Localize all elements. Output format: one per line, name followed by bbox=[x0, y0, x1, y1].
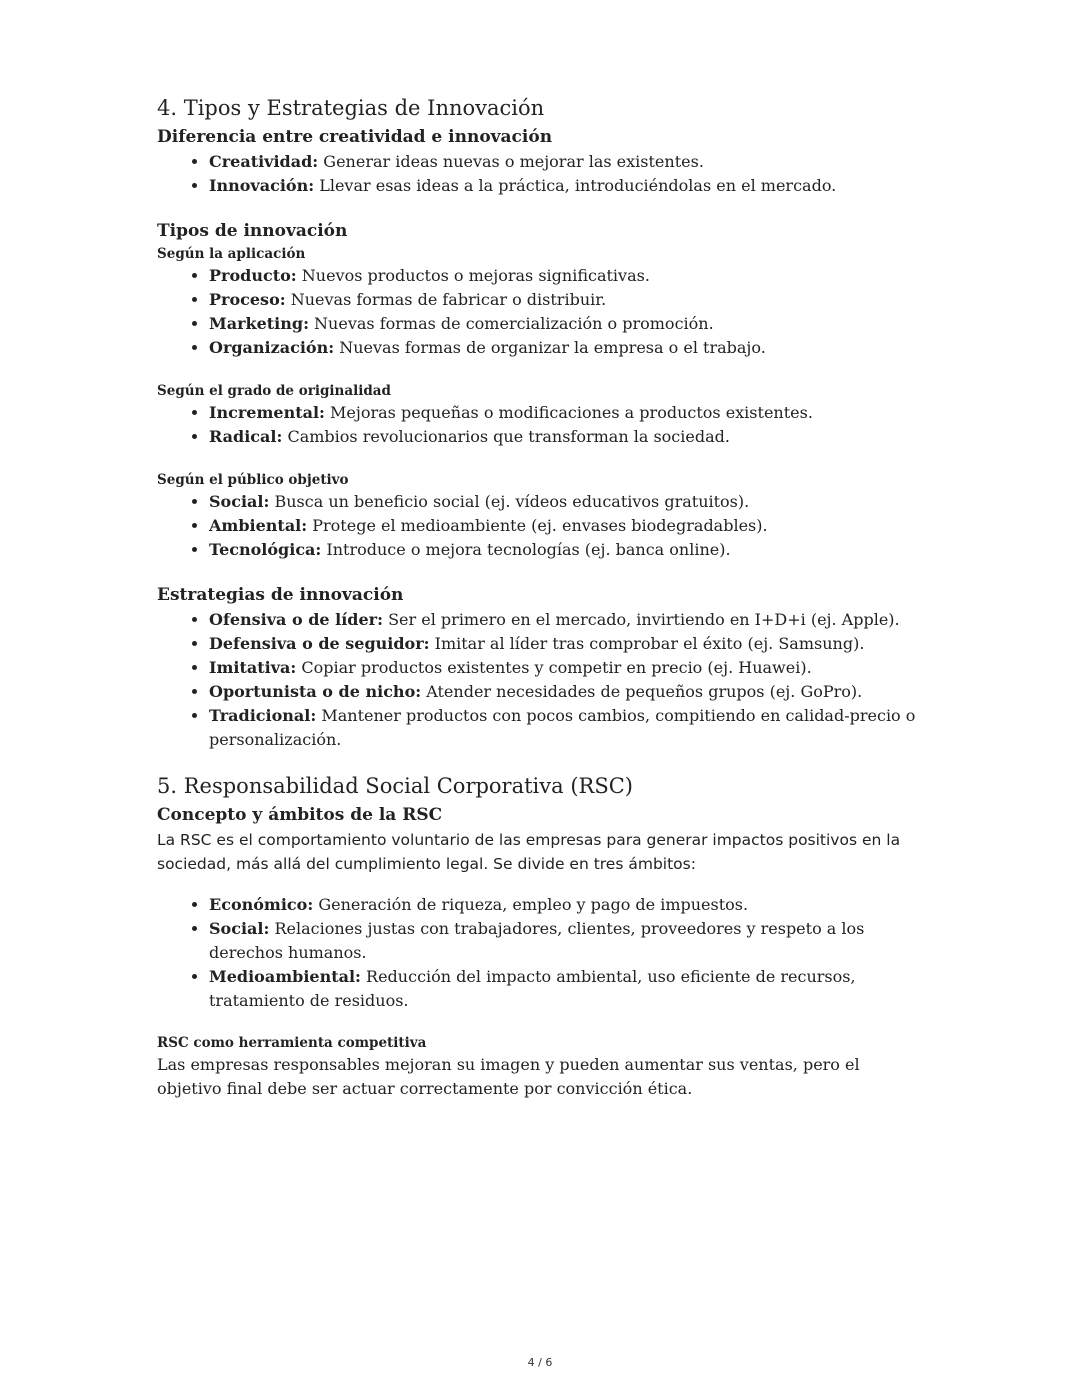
list-item bbox=[209, 336, 927, 360]
aplicacion-heading: Según la aplicación bbox=[157, 246, 306, 262]
list-text: Imitar al líder tras comprobar el éxito (ej. Samsung). bbox=[429, 634, 865, 653]
list-term: Tecnológica: bbox=[209, 540, 322, 559]
list-item bbox=[209, 608, 927, 632]
list-text: Mantener productos con pocos cambios, compitiendo en calidad-precio o personalización. bbox=[209, 706, 916, 749]
list-term: Producto: bbox=[209, 266, 297, 285]
list-item bbox=[209, 538, 927, 562]
list-term: Ambiental: bbox=[209, 516, 308, 535]
list-text: Copiar productos existentes y competir en precio (ej. Huawei). bbox=[296, 658, 812, 677]
list-text: Generar ideas nuevas o mejorar las existentes. bbox=[318, 152, 704, 171]
list-text: Ser el primero en el mercado, invirtiendo en I+D+i (ej. Apple). bbox=[383, 610, 900, 629]
list-text: Busca un beneficio social (ej. vídeos educativos gratuitos). bbox=[269, 492, 750, 511]
list-item bbox=[209, 704, 927, 752]
list-item bbox=[209, 680, 927, 704]
list-item bbox=[209, 917, 927, 965]
list-term: Creatividad: bbox=[209, 152, 319, 171]
diff-list bbox=[157, 150, 927, 198]
section-4-title: 4. Tipos y Estrategias de Innovación bbox=[157, 96, 545, 120]
list-text: Protege el medioambiente (ej. envases biodegradables). bbox=[307, 516, 768, 535]
list-text: Llevar esas ideas a la práctica, introduciéndolas en el mercado. bbox=[314, 176, 837, 195]
list-term: Incremental: bbox=[209, 403, 325, 422]
aplicacion-list bbox=[157, 264, 927, 360]
competitiva-heading: RSC como herramienta competitiva bbox=[157, 1035, 427, 1051]
section-5-title: 5. Responsabilidad Social Corporativa (RSC) bbox=[157, 774, 633, 798]
list-text: Nuevas formas de comercialización o promoción. bbox=[308, 314, 714, 333]
estrategias-heading: Estrategias de innovación bbox=[157, 585, 404, 605]
list-term: Ofensiva o de líder: bbox=[209, 610, 383, 629]
diff-heading: Diferencia entre creatividad e innovación bbox=[157, 127, 553, 147]
list-term: Organización: bbox=[209, 338, 335, 357]
publico-list bbox=[157, 490, 927, 562]
list-term: Oportunista o de nicho: bbox=[209, 682, 422, 701]
list-item bbox=[209, 150, 927, 174]
list-item bbox=[209, 632, 927, 656]
list-text: Mejoras pequeñas o modificaciones a productos existentes. bbox=[324, 403, 813, 422]
page-content bbox=[157, 92, 927, 1101]
concepto-paragraph: La RSC es el comportamiento voluntario de las empresas para generar impactos positivos en la sociedad, más allá del cumplimiento legal. Se divide en tres ámbitos: bbox=[157, 831, 901, 873]
list-item bbox=[209, 312, 927, 336]
list-item bbox=[209, 401, 927, 425]
competitiva-paragraph: Las empresas responsables mejoran su imagen y pueden aumentar sus ventas, pero el objetivo final debe ser actuar correctamente por convicción ética. bbox=[157, 1055, 860, 1098]
list-item bbox=[209, 656, 927, 680]
list-text: Cambios revolucionarios que transforman la sociedad. bbox=[282, 427, 730, 446]
concepto-heading: Concepto y ámbitos de la RSC bbox=[157, 805, 443, 825]
list-term: Económico: bbox=[209, 895, 314, 914]
list-item bbox=[209, 490, 927, 514]
list-term: Radical: bbox=[209, 427, 283, 446]
list-item bbox=[209, 174, 927, 198]
page-number: 4 / 6 bbox=[527, 1356, 553, 1369]
list-text: Introduce o mejora tecnologías (ej. banca online). bbox=[321, 540, 731, 559]
list-term: Marketing: bbox=[209, 314, 309, 333]
list-text: Atender necesidades de pequeños grupos (ej. GoPro). bbox=[421, 682, 863, 701]
list-term: Defensiva o de seguidor: bbox=[209, 634, 430, 653]
list-text: Reducción del impacto ambiental, uso eficiente de recursos, tratamiento de residuos. bbox=[209, 967, 856, 1010]
list-text: Generación de riqueza, empleo y pago de impuestos. bbox=[313, 895, 749, 914]
list-item bbox=[209, 425, 927, 449]
estrategias-list bbox=[157, 608, 927, 752]
list-item bbox=[209, 264, 927, 288]
list-term: Tradicional: bbox=[209, 706, 317, 725]
list-text: Nuevas formas de fabricar o distribuir. bbox=[285, 290, 607, 309]
list-term: Social: bbox=[209, 492, 270, 511]
list-item bbox=[209, 514, 927, 538]
originalidad-list bbox=[157, 401, 927, 449]
ambitos-list bbox=[157, 893, 927, 1013]
list-text: Nuevos productos o mejoras significativas. bbox=[296, 266, 650, 285]
list-term: Medioambiental: bbox=[209, 967, 361, 986]
list-item bbox=[209, 288, 927, 312]
list-text: Nuevas formas de organizar la empresa o el trabajo. bbox=[334, 338, 766, 357]
list-text: Relaciones justas con trabajadores, clientes, proveedores y respeto a los derechos humanos. bbox=[209, 919, 865, 962]
originalidad-heading: Según el grado de originalidad bbox=[157, 383, 391, 399]
list-term: Proceso: bbox=[209, 290, 286, 309]
tipos-heading: Tipos de innovación bbox=[157, 221, 348, 241]
list-item bbox=[209, 893, 927, 917]
list-item bbox=[209, 965, 927, 1013]
publico-heading: Según el público objetivo bbox=[157, 472, 349, 488]
list-term: Imitativa: bbox=[209, 658, 297, 677]
list-term: Innovación: bbox=[209, 176, 315, 195]
list-term: Social: bbox=[209, 919, 270, 938]
